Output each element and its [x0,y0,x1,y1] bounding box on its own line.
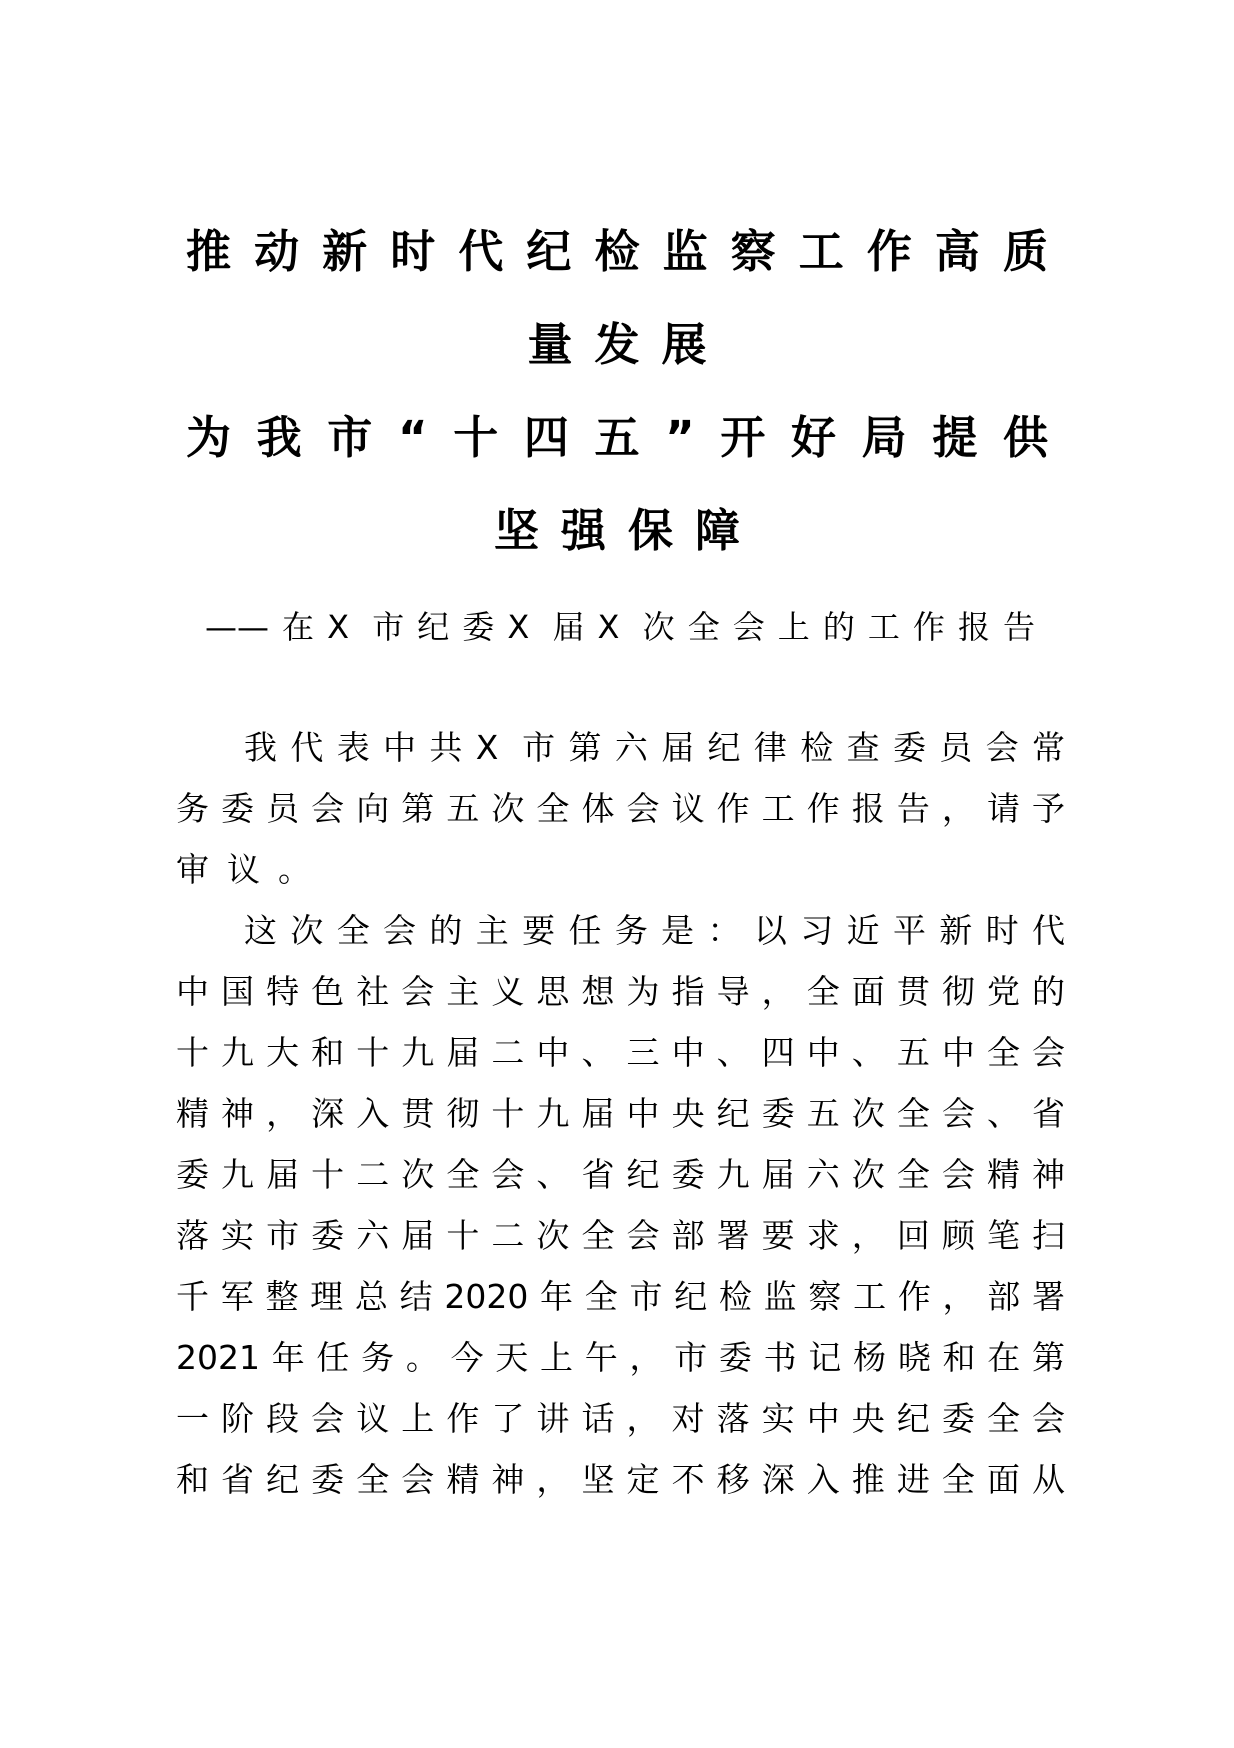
report-body [176,717,1065,1510]
title-line-1: 推动新时代纪检监察工作高质 [186,225,1048,278]
body-line: 务委员会向第五次全体会议作工作报告，请予 [176,789,1065,828]
body-line: 精神，深入贯彻十九届中央纪委五次全会、省 [176,1094,1065,1133]
body-line: 落实市委六届十二次全会部署要求，回顾笔扫 [176,1216,1065,1255]
report-title [186,205,1048,577]
title-line-4: 坚强保障 [493,504,762,557]
body-line: 这次全会的主要任务是：以习近平新时代 [244,911,1065,950]
title-line-2: 量发展 [527,318,729,371]
body-line: 我代表中共X 市第六届纪律检查委员会常 [244,728,1065,767]
title-line-3: 为我市“十四五”开好局提供 [186,411,1048,464]
body-line: 和省纪委全会精神，坚定不移深入推进全面从 [176,1460,1065,1499]
body-line: 十九大和十九届二中、三中、四中、五中全会 [176,1033,1065,1072]
body-line: 委九届十二次全会、省纪委九届六次全会精神 [176,1155,1065,1194]
body-line: 千军整理总结2020年全市纪检监察工作，部署 [176,1277,1065,1316]
body-line: 审议。 [176,850,329,889]
report-subtitle: ——在X 市纪委X 届X 次全会上的工作报告 [205,608,1035,646]
body-line: 2021年任务。今天上午，市委书记杨晓和在第 [176,1338,1065,1377]
body-line: 一阶段会议上作了讲话，对落实中央纪委全会 [176,1399,1065,1438]
document-page [0,205,1234,1510]
body-line: 中国特色社会主义思想为指导，全面贯彻党的 [176,972,1065,1011]
